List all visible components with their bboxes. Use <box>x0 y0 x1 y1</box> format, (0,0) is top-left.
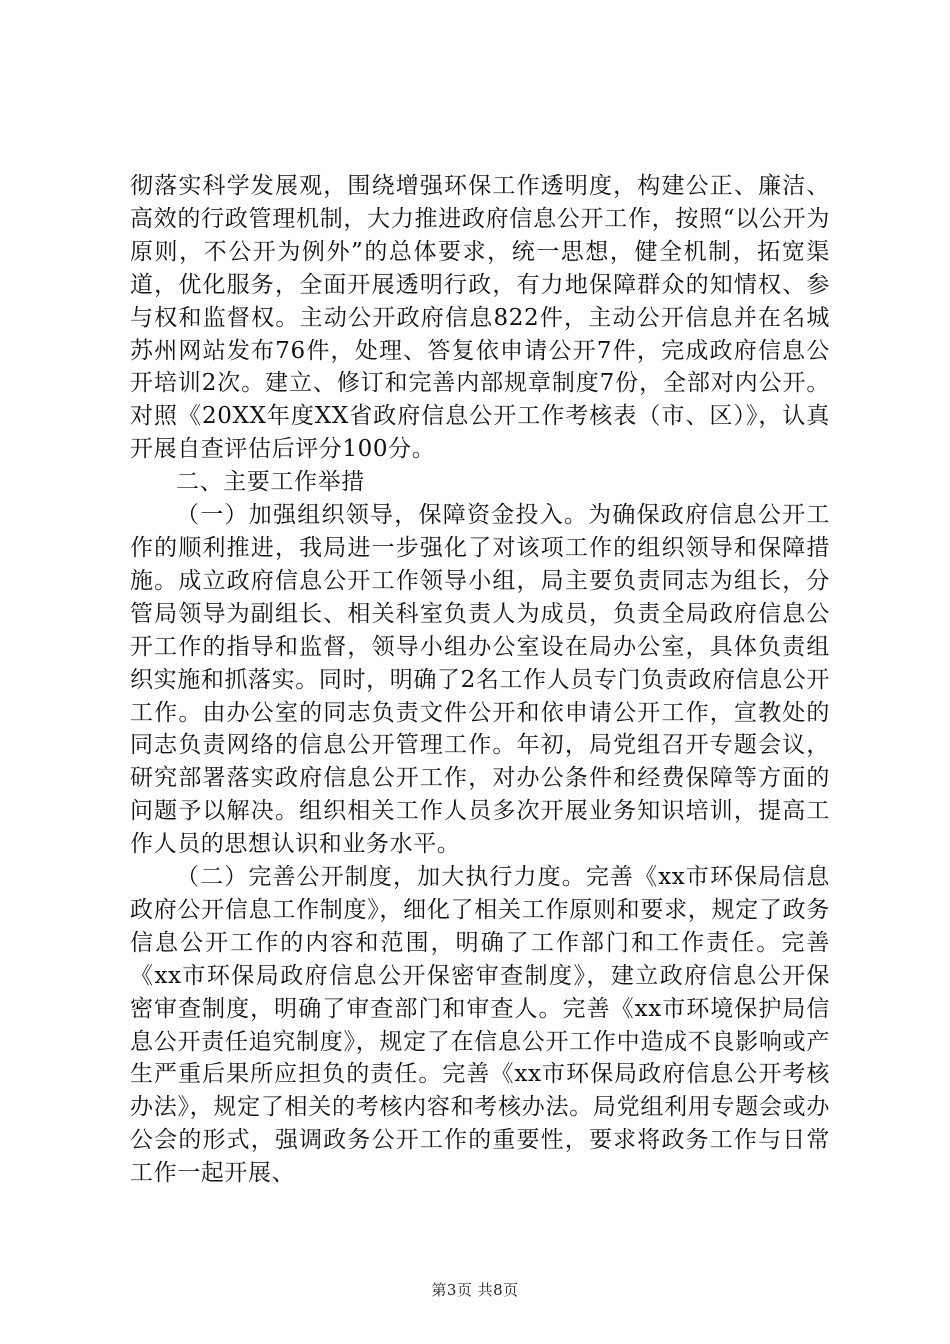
paragraph-organization: （一）加强组织领导，保障资金投入。为确保政府信息公开工作的顺利推进，我局进一步强化了对该项工作的组织领导和保障措施。成立政府信息公开工作领导小组，局主要负责同志为组长，分管局领导为副组长、相关科室负责人为成员，负责全局政府信息公开工作的指导和监督，领导小组办公室设在局办公室，具体负责组织实施和抓落实。同时，明确了2名工作人员专门负责政府信息公开工作。由办公室的同志负责文件公开和依申请公开工作，宣教处的同志负责网络的信息公开管理工作。年初，局党组召开专题会议，研究部署落实政府信息公开工作，对办公条件和经费保障等方面的问题予以解决。组织相关工作人员多次开展业务知识培训，提高工作人员的思想认识和业务水平。 <box>130 502 830 858</box>
paragraph-system: （二）完善公开制度，加大执行力度。完善《xx市环保局信息政府公开信息工作制度》，细化了相关工作原则和要求，规定了政务信息公开工作的内容和范围，明确了工作部门和工作责任。完善《xx市环保局政府信息公开保密审查制度》，建立政府信息公开保密审查制度，明确了审查部门和审查人。完善《xx市环境保护局信息公开责任追究制度》，规定了在信息公开工作中造成不良影响或产生严重后果所应担负的责任。完善《xx市环保局政府信息公开考核办法》，规定了相关的考核内容和考核办法。局党组利用专题会或办公会的形式，强调政务公开工作的重要性，要求将政务工作与日常工作一起开展、 <box>130 864 830 1187</box>
page-number: 第3页 共8页 <box>431 1281 519 1299</box>
paragraph-continuation: 彻落实科学发展观，围绕增强环保工作透明度，构建公正、廉洁、高效的行政管理机制，大力推进政府信息公开工作，按照“以公开为原则，不公开为例外”的总体要求，统一思想，健全机制，拓宽渠道，优化服务，全面开展透明行政，有力地保障群众的知情权、参与权和监督权。主动公开政府信息822件，主动公开信息并在名城苏州网站发布76件，处理、答复依申请公开7件，完成政府信息公开培训2次。建立、修订和完善内部规章制度7份，全部对内公开。对照《20XX年度XX省政府信息公开工作考核表（市、区）》，认真开展自查评估后评分100分。 <box>130 173 830 463</box>
document-body <box>130 170 830 1190</box>
section-heading: 二、主要工作举措 <box>176 469 365 496</box>
